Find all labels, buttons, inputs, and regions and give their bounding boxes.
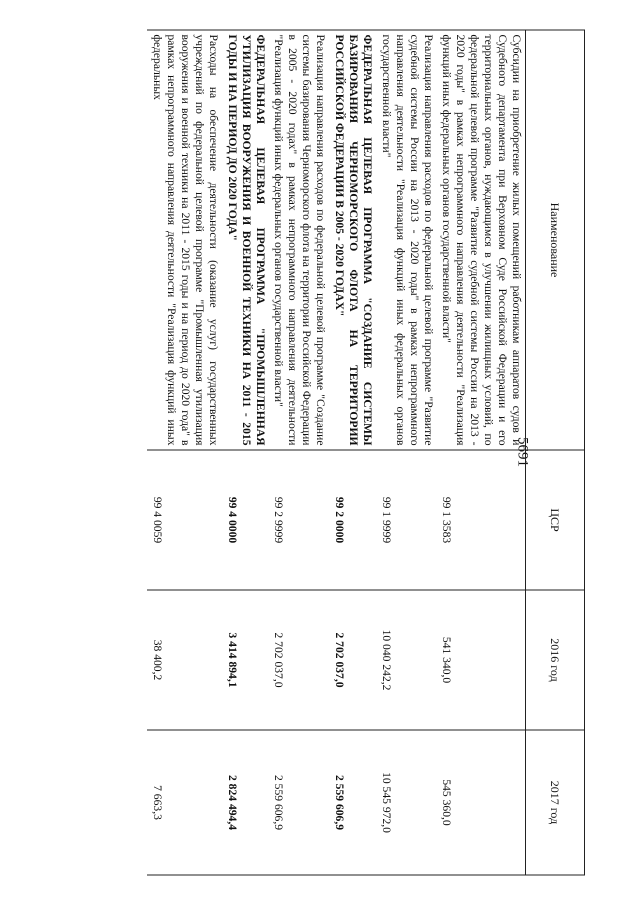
row-2017: 10 545 972,0 <box>376 730 437 875</box>
row-2017: 2 559 606,9 <box>329 730 376 875</box>
row-2016: 38 400,2 <box>147 590 222 730</box>
row-code: 99 4 0059 <box>147 450 222 590</box>
rotated-page <box>55 30 585 875</box>
row-2017: 2 824 494,4 <box>222 730 269 875</box>
header-2017: 2017 год <box>526 730 585 875</box>
table-row <box>147 30 222 875</box>
row-name: Реализация направления расходов по федеральной целевой программе "Развитие судебной системы России на 2013 - 2020 годы" в рамках непрограммного направления деятельности "Реализация функций иных федеральных органов государственной власти" <box>376 30 437 450</box>
row-name: ФЕДЕРАЛЬНАЯ ЦЕЛЕВАЯ ПРОГРАММА "ПРОМЫШЛЕННАЯ УТИЛИЗАЦИЯ ВООРУЖЕНИЯ И ВОЕННОЙ ТЕХНИКИ НА 2011 - 2015 ГОДЫ И НА ПЕРИОД ДО 2020 ГОДА" <box>222 30 269 450</box>
row-name: Расходы на обеспечение деятельности (оказание услуг) государственных учреждений по федеральной целевой программе "Промышленная утилизация вооружения и военной техники на 2011 - 2015 годы и на период до 2020 года" в рамках непрограммного направления деятельности "Реализация функций иных федеральных <box>147 30 222 450</box>
table-header-row <box>526 30 585 875</box>
header-name: Наименование <box>526 30 585 450</box>
row-2016: 2 702 037,0 <box>269 590 330 730</box>
row-2016: 2 702 037,0 <box>329 590 376 730</box>
table-row <box>329 30 376 875</box>
table-row <box>376 30 437 875</box>
row-code: 99 2 0000 <box>329 450 376 590</box>
row-2017: 545 360,0 <box>437 730 526 875</box>
header-2016: 2016 год <box>526 590 585 730</box>
row-2016: 10 040 242,2 <box>376 590 437 730</box>
table-row <box>222 30 269 875</box>
row-name: ФЕДЕРАЛЬНАЯ ЦЕЛЕВАЯ ПРОГРАММА "СОЗДАНИЕ СИСТЕМЫ БАЗИРОВАНИЯ ЧЕРНОМОРСКОГО ФЛОТА НА ТЕРРИТОРИИ РОССИЙСКОЙ ФЕДЕРАЦИИ В 2005 - 2020 ГОДАХ" <box>329 30 376 450</box>
header-csr: ЦСР <box>526 450 585 590</box>
table-row <box>437 30 526 875</box>
row-code: 99 1 9999 <box>376 450 437 590</box>
row-code: 99 1 3583 <box>437 450 526 590</box>
budget-table <box>147 30 585 876</box>
table-row <box>269 30 330 875</box>
row-name: Субсидии на приобретение жилых помещений работникам аппаратов судов и Судебного департамента при Верховном Суде Российской Федерации и его территориальных органов, нуждающимся в улучшении жилищных условий, по федеральной целевой программе "Развитие судебной системы России на 2013 - 2020 годы" в рамках непрограммного направления деятельности "Реализация функций иных федеральных органов государственной власти" <box>437 30 526 450</box>
row-2017: 7 663,3 <box>147 730 222 875</box>
page-number: 5691 <box>514 437 531 467</box>
row-2016: 541 340,0 <box>437 590 526 730</box>
row-code: 99 4 0000 <box>222 450 269 590</box>
row-code: 99 2 9999 <box>269 450 330 590</box>
row-2017: 2 559 606,9 <box>269 730 330 875</box>
row-name: Реализация направления расходов по федеральной целевой программе "Создание системы базирования Черноморского флота на территории Российской Федерации в 2005 - 2020 годах" в рамках непрограммного направления деятельности "Реализация функций иных федеральных органов государственной власти" <box>269 30 330 450</box>
row-2016: 3 414 894,1 <box>222 590 269 730</box>
